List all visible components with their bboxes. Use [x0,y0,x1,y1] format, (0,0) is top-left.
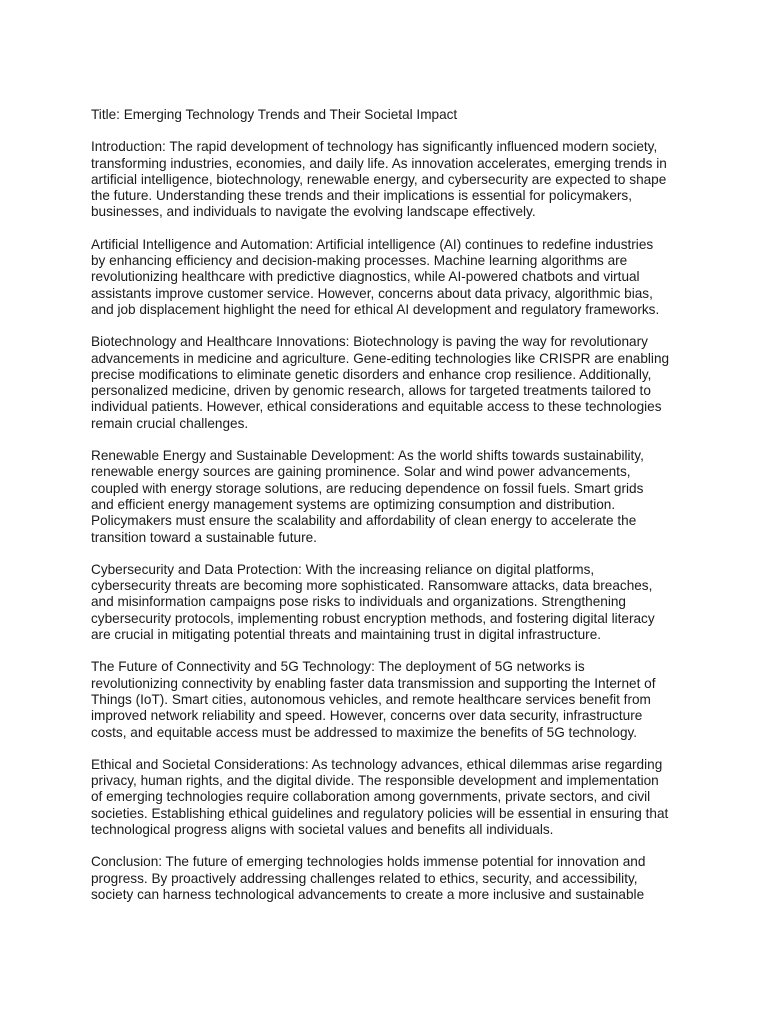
paragraph-line: precise modifications to eliminate genetic disorders and enhance crop resilience. Additionally, [91,366,652,382]
paragraph-line: of emerging technologies require collaboration among governments, private sectors, and civil [91,789,651,805]
paragraph-line: Conclusion: The future of emerging technologies holds immense potential for innovation and [91,854,646,870]
paragraph-line: technological progress aligns with societal values and benefits all individuals. [91,821,554,837]
paragraph-line: businesses, and individuals to navigate the evolving landscape effectively. [91,204,536,220]
paragraph-line: costs, and equitable access must be addressed to maximize the benefits of 5G technology. [91,724,638,740]
paragraph-line: improved network reliability and speed. However, concerns over data security, infrastructure [91,708,643,724]
cybersecurity-paragraph [91,562,688,643]
document-body [91,139,688,903]
paragraph-line: transforming industries, economies, and daily life. As innovation accelerates, emerging trends in [91,155,667,171]
biotechnology-paragraph [91,334,688,432]
paragraph-line: Biotechnology and Healthcare Innovations: Biotechnology is paving the way for revolutionary [91,334,648,350]
renewable-energy-paragraph [91,448,688,546]
paragraph-line: Policymakers must ensure the scalability and affordability of clean energy to accelerate the [91,513,637,529]
ai-automation-paragraph [91,237,688,318]
paragraph-line: individual patients. However, ethical considerations and equitable access to these technologies [91,399,662,415]
paragraph-line: Artificial Intelligence and Automation: Artificial intelligence (AI) continues to redefine industries [91,236,654,252]
paragraph-line: coupled with energy storage solutions, are reducing dependence on fossil fuels. Smart grids [91,480,644,496]
paragraph-line: Introduction: The rapid development of technology has significantly influenced modern society, [91,139,658,155]
paragraph-line: by enhancing efficiency and decision-making processes. Machine learning algorithms are [91,253,628,269]
paragraph-line: Cybersecurity and Data Protection: With the increasing reliance on digital platforms, [91,561,595,577]
paragraph-line: remain crucial challenges. [91,415,249,431]
paragraph-line: transition toward a sustainable future. [91,529,317,545]
paragraph-line: assistants improve customer service. However, concerns about data privacy, algorithmic bias, [91,285,653,301]
paragraph-line: cybersecurity threats are becoming more sophisticated. Ransomware attacks, data breaches, [91,578,653,594]
connectivity-5g-paragraph [91,659,688,740]
paragraph-line: Ethical and Societal Considerations: As technology advances, ethical dilemmas arise regarding [91,756,663,772]
paragraph-line: Things (IoT). Smart cities, autonomous vehicles, and remote healthcare services benefit from [91,691,651,707]
paragraph-line: personalized medicine, driven by genomic research, allows for targeted treatments tailored to [91,383,651,399]
introduction-paragraph [91,139,688,220]
paragraph-line: The Future of Connectivity and 5G Technology: The deployment of 5G networks is [91,659,585,675]
paragraph-line: progress. By proactively addressing challenges related to ethics, security, and accessibility, [91,870,638,886]
paragraph-line: advancements in medicine and agriculture. Gene-editing technologies like CRISPR are enabling [91,350,670,366]
ethical-considerations-paragraph [91,757,688,838]
paragraph-line: artificial intelligence, biotechnology, renewable energy, and cybersecurity are expected to shape [91,171,667,187]
document-title: Title: Emerging Technology Trends and Their Societal Impact [91,107,458,122]
paragraph-line: cybersecurity protocols, implementing robust encryption methods, and fostering digital literacy [91,610,655,626]
paragraph-line: are crucial in mitigating potential threats and maintaining trust in digital infrastructure. [91,627,602,643]
paragraph-line: and job displacement highlight the need for ethical AI development and regulatory frameworks. [91,301,660,317]
paragraph-line: societies. Establishing ethical guidelines and regulatory policies will be essential in ensuring that [91,805,669,821]
paragraph-line: and efficient energy management systems are optimizing consumption and distribution. [91,496,616,512]
paragraph-line: revolutionizing healthcare with predictive diagnostics, while AI-powered chatbots and virtual [91,269,640,285]
paragraph-line: and misinformation campaigns pose risks to individuals and organizations. Strengthening [91,594,626,610]
paragraph-line: society can harness technological advancements to create a more inclusive and sustainable [91,886,645,902]
paragraph-line: the future. Understanding these trends and their implications is essential for policymakers, [91,188,633,204]
paragraph-line: privacy, human rights, and the digital divide. The responsible development and implementation [91,773,659,789]
paragraph-line: revolutionizing connectivity by enabling faster data transmission and supporting the Internet of [91,675,656,691]
paragraph-line: renewable energy sources are gaining prominence. Solar and wind power advancements, [91,464,631,480]
conclusion-paragraph [91,854,688,903]
paragraph-line: Renewable Energy and Sustainable Development: As the world shifts towards sustainability, [91,448,644,464]
